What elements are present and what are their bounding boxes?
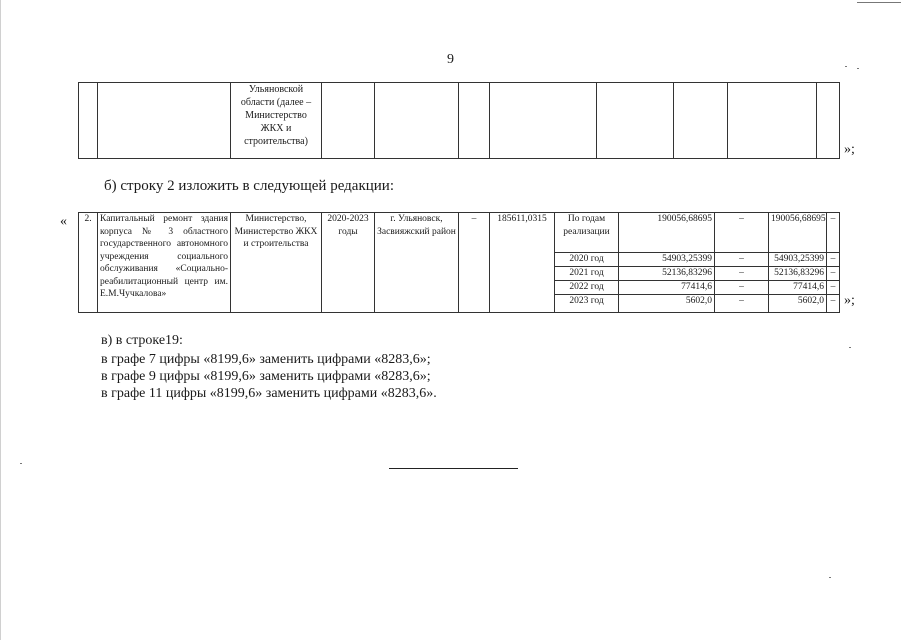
period-col2: 52136,83296	[769, 267, 827, 281]
executor-cell: Министерство, Министерство ЖКХ и строительства	[231, 213, 322, 313]
ministry-cell: Ульяновской области (далее – Министерство ЖКХ и строительства)	[231, 83, 322, 159]
scan-artifact	[20, 463, 22, 464]
period-col2: 5602,0	[769, 294, 827, 312]
instruction-v-heading: в) в строке19:	[101, 333, 183, 348]
period-col1: –	[715, 213, 769, 253]
closing-quote-mark: »;	[844, 293, 855, 308]
row-2-table	[78, 212, 840, 313]
period-col2: 77414,6	[769, 281, 827, 295]
period-label: 2023 год	[555, 294, 619, 312]
location-cell: г. Ульяновск, Засвияжский район	[375, 213, 459, 313]
estimate-cost-cell: 185611,0315	[490, 213, 555, 313]
scan-artifact	[829, 577, 831, 578]
period-total: 190056,68695	[619, 213, 715, 253]
years-cell: 2020-2023 годы	[322, 213, 375, 313]
period-col3: –	[827, 281, 840, 295]
period-col1: –	[715, 267, 769, 281]
scan-artifact	[845, 66, 847, 67]
period-col3: –	[827, 213, 840, 253]
instruction-line: в графе 9 цифры «8199,6» заменить цифрами «8283,6»;	[101, 369, 431, 384]
page-number: 9	[447, 52, 454, 67]
period-col1: –	[715, 281, 769, 295]
continued-table-row	[78, 82, 840, 159]
instruction-line: в графе 7 цифры «8199,6» заменить цифрами «8283,6»;	[101, 352, 431, 367]
period-total: 5602,0	[619, 294, 715, 312]
period-col2: 190056,68695	[769, 213, 827, 253]
period-label: 2022 год	[555, 281, 619, 295]
period-total: 54903,25399	[619, 253, 715, 267]
period-total: 77414,6	[619, 281, 715, 295]
period-col1: –	[715, 294, 769, 312]
period-col3: –	[827, 294, 840, 312]
scan-artifact	[849, 347, 851, 348]
period-col1: –	[715, 253, 769, 267]
instruction-b-heading: б) строку 2 изложить в следующей редакции:	[104, 178, 394, 194]
period-col3: –	[827, 267, 840, 281]
period-col3: –	[827, 253, 840, 267]
period-col2: 54903,25399	[769, 253, 827, 267]
scan-page-edge	[0, 0, 1, 640]
scan-artifact	[857, 68, 859, 69]
object-name-cell: Капитальный ремонт здания корпуса № 3 областного государственного автономного учреждения социального обслуживания «Социально-реабилитационный центр им. Е.М.Чучкалова»	[98, 213, 231, 313]
closing-quote-mark: »;	[844, 142, 855, 157]
period-label: По годам реализации	[555, 213, 619, 253]
scan-artifact	[857, 2, 901, 3]
dash-cell: –	[459, 213, 490, 313]
row-number: 2.	[79, 213, 98, 313]
period-label: 2020 год	[555, 253, 619, 267]
opening-quote-mark: «	[60, 214, 67, 229]
end-separator-line	[389, 468, 518, 469]
instruction-line: в графе 11 цифры «8199,6» заменить цифрами «8283,6».	[101, 386, 437, 401]
period-total: 52136,83296	[619, 267, 715, 281]
period-label: 2021 год	[555, 267, 619, 281]
